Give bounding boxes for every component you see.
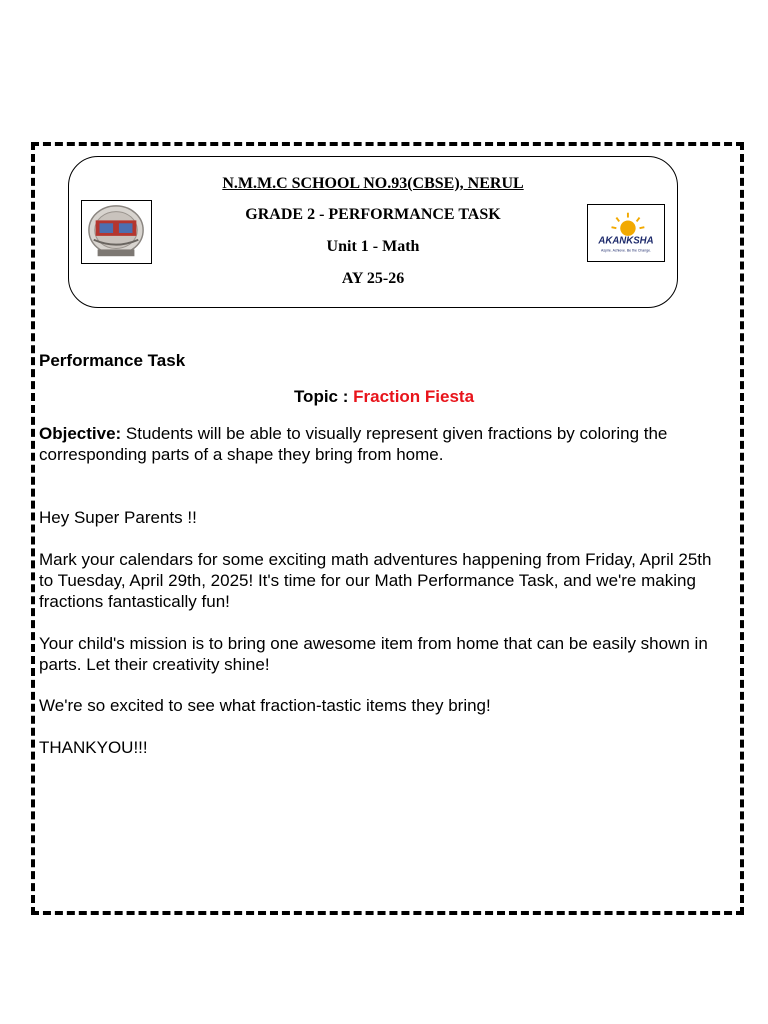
grade-task-heading: GRADE 2 - PERFORMANCE TASK bbox=[245, 206, 501, 223]
objective-label: Objective: bbox=[39, 424, 122, 443]
section-title: Performance Task bbox=[39, 351, 186, 370]
objective-paragraph bbox=[39, 423, 729, 465]
calendar-paragraph: Mark your calendars for some exciting math adventures happening from Friday, April 25th to Tuesday, April 29th, 2025! It's time for our Math Performance Task, and we're making fractions fantastically fun! bbox=[39, 550, 712, 611]
greeting-text: Hey Super Parents !! bbox=[39, 508, 197, 527]
topic-label: Topic : bbox=[293, 387, 354, 406]
unit-heading: Unit 1 - Math bbox=[326, 238, 420, 255]
topic-value: Fraction Fiesta bbox=[353, 387, 475, 406]
academic-year-heading: AY 25-26 bbox=[341, 270, 405, 287]
objective-text: Students will be able to visually represent given fractions by coloring the corresponding parts of a shape they bring from home. bbox=[39, 424, 668, 464]
excited-paragraph: We're so excited to see what fraction-tastic items they bring! bbox=[39, 696, 491, 715]
thanks-text: THANKYOU!!! bbox=[39, 738, 148, 757]
topic-line bbox=[0, 387, 768, 407]
school-header-box bbox=[68, 156, 678, 308]
mission-paragraph: Your child's mission is to bring one awesome item from home that can be easily shown in parts. Let their creativity shine! bbox=[39, 634, 708, 674]
akanksha-sun-icon bbox=[588, 205, 664, 261]
akanksha-logo bbox=[587, 204, 665, 262]
school-name-heading: N.M.M.C SCHOOL NO.93(CBSE), NERUL bbox=[222, 175, 524, 192]
svg-text:AKANKSHA: AKANKSHA bbox=[598, 235, 654, 247]
svg-text:Aspire. Achieve. Be the Change: Aspire. Achieve. Be the Change. bbox=[601, 248, 651, 253]
